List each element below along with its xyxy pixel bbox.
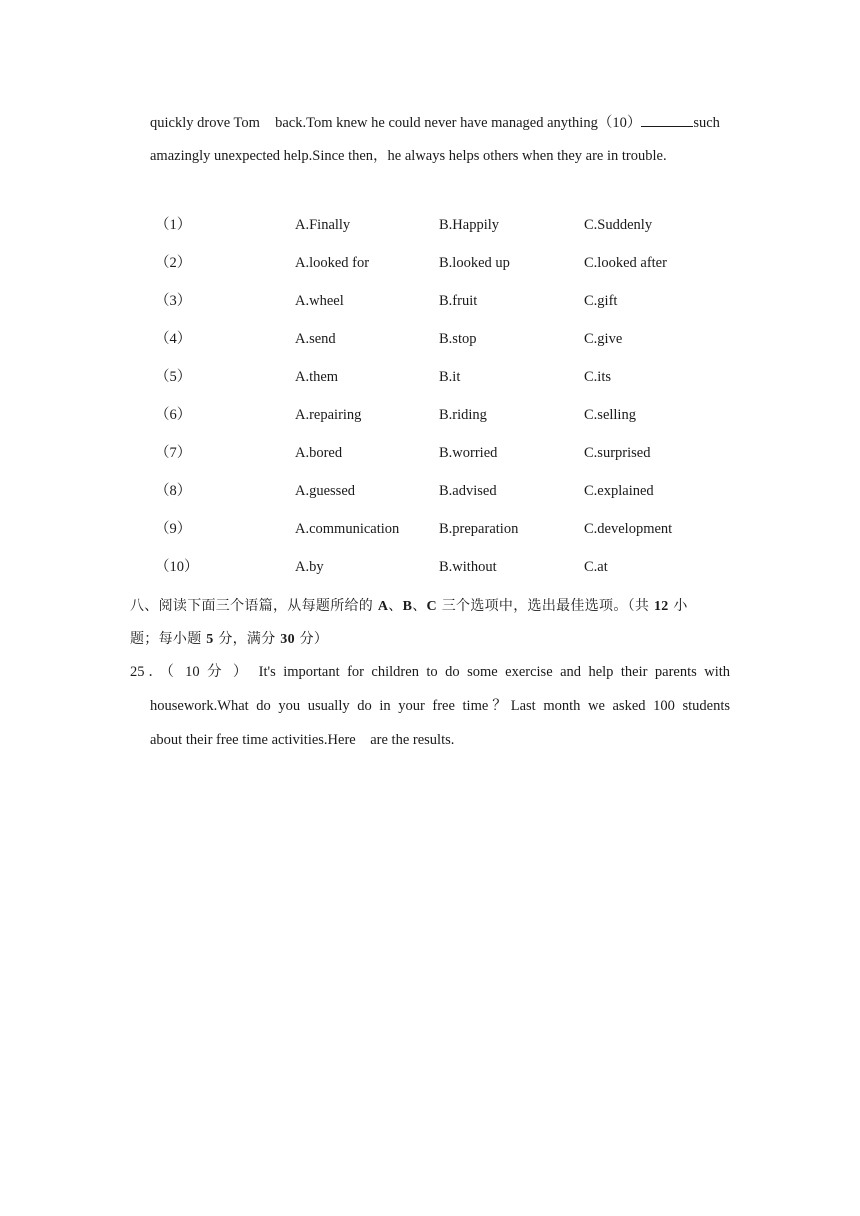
option-row bbox=[150, 405, 750, 425]
option-c: C.looked after bbox=[584, 255, 667, 271]
question-number: （10） bbox=[155, 559, 199, 575]
heading-text: A bbox=[377, 599, 389, 614]
question-25-line-3: about their free time activities.Here are the results. bbox=[150, 732, 455, 748]
section-heading-line-1 bbox=[130, 596, 730, 617]
option-c: C.explained bbox=[584, 483, 654, 499]
passage-line-2 bbox=[150, 146, 667, 166]
option-a: A.bored bbox=[295, 445, 343, 461]
option-a: A.send bbox=[295, 331, 336, 347]
question-number: （8） bbox=[155, 483, 192, 499]
heading-text: C bbox=[426, 599, 437, 614]
passage-text: back.Tom knew he could never have managed anything（10） bbox=[275, 115, 642, 131]
question-number: （4） bbox=[155, 331, 192, 347]
option-c: C.give bbox=[584, 331, 623, 347]
option-row bbox=[150, 253, 750, 273]
heading-text: 分） bbox=[294, 631, 329, 647]
question-number: （7） bbox=[155, 445, 192, 461]
option-b: B.it bbox=[439, 369, 461, 385]
option-b: B.without bbox=[439, 559, 497, 575]
question-25-line-2: housework.What do you usually do in your free time？Last month we asked 100 students bbox=[150, 698, 730, 714]
option-b: B.looked up bbox=[439, 255, 510, 271]
option-row bbox=[150, 481, 750, 501]
option-c: C.surprised bbox=[584, 445, 651, 461]
heading-text: 5 bbox=[206, 632, 214, 647]
option-c: C.its bbox=[584, 369, 611, 385]
option-row bbox=[150, 557, 750, 577]
option-b: B.Happily bbox=[439, 217, 500, 233]
option-a: A.them bbox=[295, 369, 339, 385]
passage-text: quickly drove Tom bbox=[150, 115, 260, 131]
option-b: B.riding bbox=[439, 407, 487, 423]
question-number: （9） bbox=[155, 521, 192, 537]
option-a: A.by bbox=[295, 559, 324, 575]
heading-text: 分，满分 bbox=[213, 631, 281, 647]
heading-text: 12 bbox=[653, 599, 669, 614]
question-number: （1） bbox=[155, 217, 192, 233]
option-a: A.repairing bbox=[295, 407, 362, 423]
heading-text: B bbox=[402, 599, 413, 614]
option-row bbox=[150, 519, 750, 539]
option-b: B.advised bbox=[439, 483, 497, 499]
option-row bbox=[150, 291, 750, 311]
option-c: C.Suddenly bbox=[584, 217, 653, 233]
question-number: （2） bbox=[155, 255, 192, 271]
option-c: C.gift bbox=[584, 293, 618, 309]
heading-text: 三个选项中，选出最佳选项。（共 bbox=[436, 598, 654, 614]
heading-text: 30 bbox=[280, 632, 295, 647]
option-c: C.at bbox=[584, 559, 608, 575]
option-b: B.fruit bbox=[439, 293, 478, 309]
option-row bbox=[150, 215, 750, 235]
option-row bbox=[150, 367, 750, 387]
option-a: A.looked for bbox=[295, 255, 370, 271]
passage-line-1 bbox=[150, 112, 730, 133]
heading-text: 八、阅读下面三个语篇，从每题所给的 bbox=[130, 598, 378, 614]
option-a: A.communication bbox=[295, 521, 400, 537]
option-b: B.preparation bbox=[439, 521, 519, 537]
option-b: B.stop bbox=[439, 331, 477, 347]
option-a: A.guessed bbox=[295, 483, 356, 499]
question-number: （5） bbox=[155, 369, 192, 385]
question-number: （3） bbox=[155, 293, 192, 309]
heading-text: 题；每小题 bbox=[130, 631, 207, 647]
heading-text: 、 bbox=[388, 598, 403, 614]
option-c: C.selling bbox=[584, 407, 636, 423]
heading-text: 、 bbox=[412, 598, 427, 614]
option-a: A.Finally bbox=[295, 217, 351, 233]
option-c: C.development bbox=[584, 521, 673, 537]
option-a: A.wheel bbox=[295, 293, 344, 309]
passage-text: amazingly unexpected help.Since then，he always helps others when they are in trouble. bbox=[150, 148, 667, 164]
section-heading-line-2 bbox=[130, 629, 730, 650]
answer-blank-10 bbox=[641, 112, 693, 127]
option-row bbox=[150, 329, 750, 349]
option-row bbox=[150, 443, 750, 463]
option-b: B.worried bbox=[439, 445, 498, 461]
heading-text: 小 bbox=[668, 598, 688, 614]
passage-text: such bbox=[693, 115, 720, 131]
question-number: （6） bbox=[155, 407, 192, 423]
question-25-line-1: 25．（ 10 分 ） It's important for children to do some exercise and help their parents with bbox=[130, 664, 730, 680]
